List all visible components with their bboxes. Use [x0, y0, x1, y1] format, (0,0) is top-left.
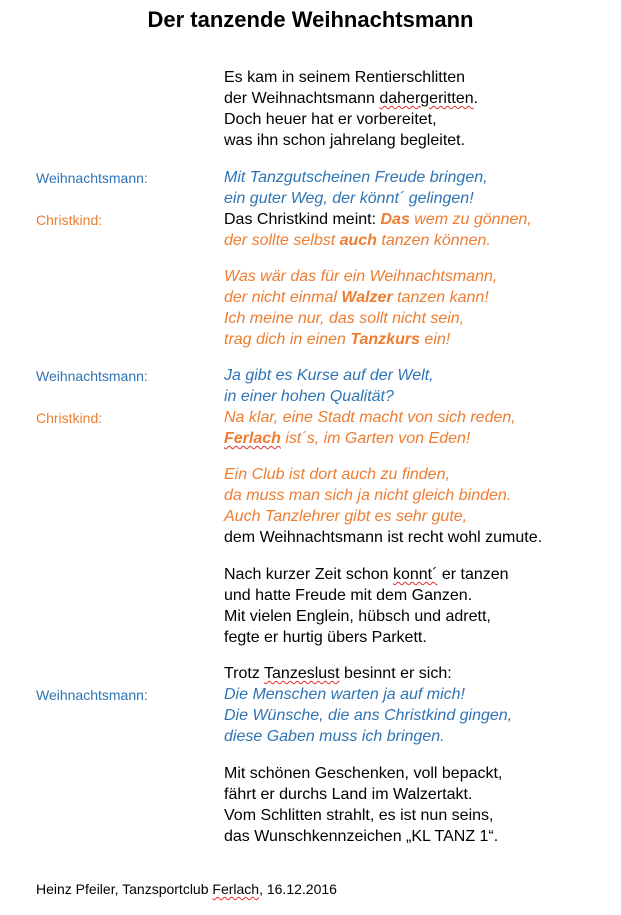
emphasis-word: auch — [339, 232, 377, 249]
poem-line: Doch heuer hat er vorbereitet, — [224, 111, 437, 128]
stanza-7 — [224, 464, 542, 548]
stanza-1 — [224, 67, 478, 151]
poem-line: in einer hohen Qualität? — [224, 388, 394, 405]
poem-line: ein guter Weg, der könnt´ gelingen! — [224, 190, 474, 207]
poem-line: Vom Schlitten strahlt, es ist nun seins, — [224, 807, 494, 824]
speaker-label-weihnachtsmann: Weihnachtsmann: — [36, 687, 148, 703]
spellcheck-word: Tanzeslust — [264, 665, 340, 682]
poem-line: Ich meine nur, das sollt nicht sein, — [224, 310, 465, 327]
poem-line: Na klar, eine Stadt macht von sich reden, — [224, 409, 516, 426]
emphasis-word: Ferlach — [224, 430, 281, 447]
poem-line: diese Gaben muss ich bringen. — [224, 728, 445, 745]
poem-line: Die Menschen warten ja auf mich! — [224, 686, 465, 703]
poem-line: Nach kurzer Zeit schon konnt´ er tanzen — [224, 566, 509, 583]
stanza-6 — [224, 407, 516, 449]
speaker-label-christkind: Christkind: — [36, 212, 103, 228]
spellcheck-word: Ferlach — [212, 881, 260, 897]
poem-line: das Wunschkennzeichen „KL TANZ 1“. — [224, 828, 499, 845]
poem-line: Ferlach ist´s, im Garten von Eden! — [224, 430, 471, 447]
stanza-8 — [224, 564, 509, 648]
poem-line: Trotz Tanzeslust besinnt er sich: — [224, 665, 452, 682]
poem-line: der nicht einmal Walzer tanzen kann! — [224, 289, 489, 306]
stanza-10 — [224, 763, 502, 847]
poem-line: Die Wünsche, die ans Christkind gingen, — [224, 707, 513, 724]
poem-line: da muss man sich ja nicht gleich binden. — [224, 487, 512, 504]
stanza-9 — [224, 663, 512, 747]
poem-line: fegte er hurtig übers Parkett. — [224, 629, 427, 646]
spellcheck-word: konnt´ — [392, 566, 438, 583]
stanza-4 — [224, 266, 497, 350]
poem-line: trag dich in einen Tanzkurs ein! — [224, 331, 451, 348]
spellcheck-word: dahergeritten — [379, 90, 474, 107]
poem-line: Mit schönen Geschenken, voll bepackt, — [224, 765, 503, 782]
poem-title: Der tanzende Weihnachtsmann — [147, 7, 474, 32]
emphasis-word: Walzer — [341, 289, 393, 306]
poem-line: Was wär das für ein Weihnachtsmann, — [224, 268, 498, 285]
poem-line: Das Christkind meint: Das wem zu gönnen, — [224, 211, 532, 228]
poem-line: dem Weihnachtsmann ist recht wohl zumute. — [224, 529, 543, 546]
poem-line: fährt er durchs Land im Walzertakt. — [224, 786, 473, 803]
poem-line: und hatte Freude mit dem Ganzen. — [224, 587, 473, 604]
speaker-label-weihnachtsmann: Weihnachtsmann: — [36, 368, 148, 384]
poem-line: Ein Club ist dort auch zu finden, — [224, 466, 450, 483]
poem-line: Mit Tanzgutscheinen Freude bringen, — [224, 169, 488, 186]
poem-line: was ihn schon jahrelang begleitet. — [224, 132, 466, 149]
poem-line: der Weihnachtsmann dahergeritten. — [224, 90, 479, 107]
emphasis-word: Das — [380, 211, 410, 228]
poem-line: der sollte selbst auch tanzen können. — [224, 232, 491, 249]
speaker-label-weihnachtsmann: Weihnachtsmann: — [36, 170, 148, 186]
poem-line: Ja gibt es Kurse auf der Welt, — [224, 367, 434, 384]
emphasis-word: Tanzkurs — [350, 331, 420, 348]
author-footer: Heinz Pfeiler, Tanzsportclub Ferlach, 16.12.2016 — [36, 881, 337, 897]
stanza-5 — [224, 365, 434, 407]
speaker-label-christkind: Christkind: — [36, 410, 103, 426]
stanza-2 — [224, 167, 488, 209]
poem-line: Auch Tanzlehrer gibt es sehr gute, — [224, 508, 468, 525]
stanza-3 — [224, 209, 532, 251]
poem-line: Es kam in seinem Rentierschlitten — [224, 69, 465, 86]
poem-line: Mit vielen Englein, hübsch und adrett, — [224, 608, 491, 625]
